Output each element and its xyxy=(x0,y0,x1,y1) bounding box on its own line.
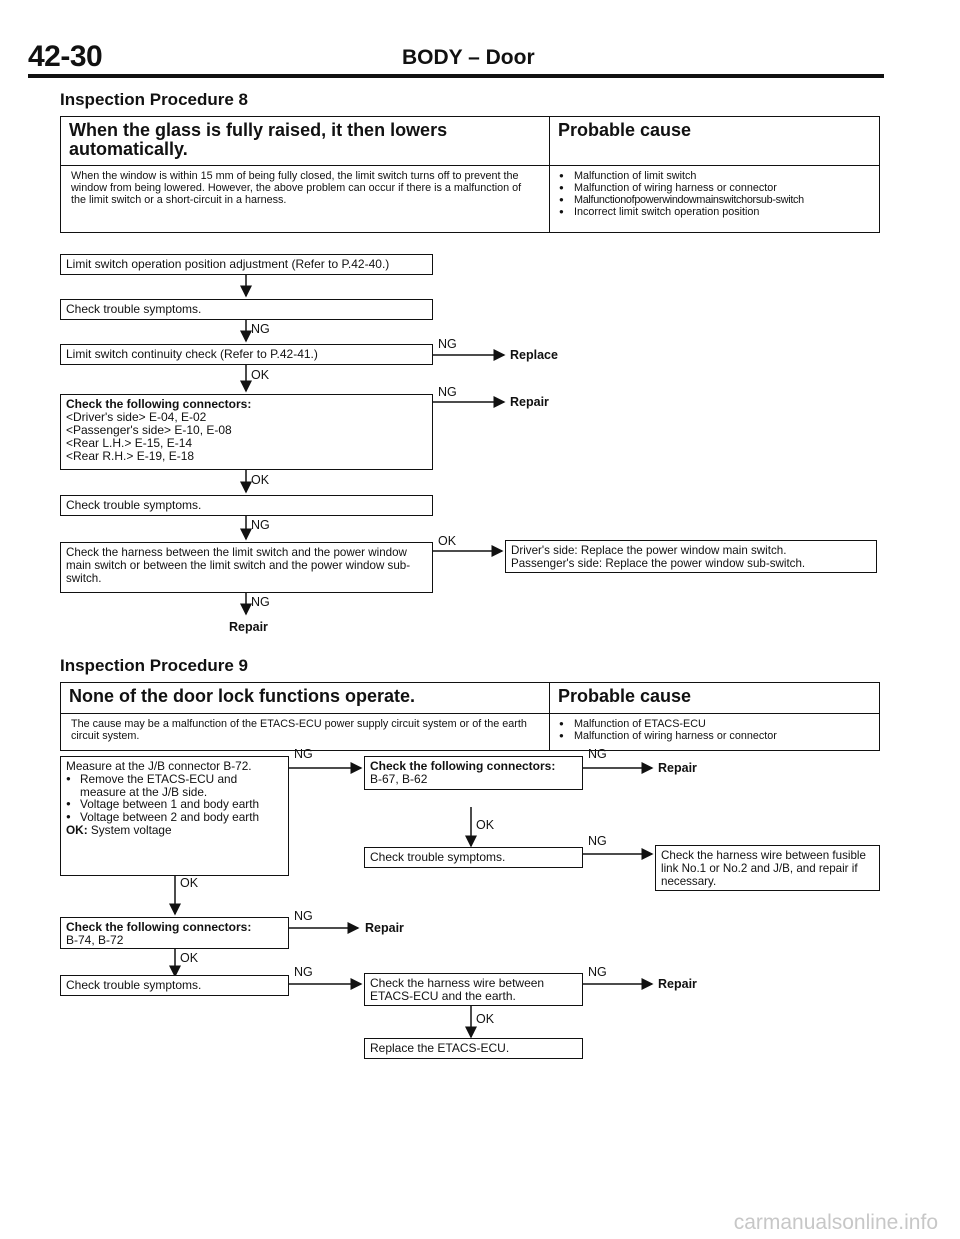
ok-label: OK xyxy=(251,368,270,382)
step-check-fusible-link-harness: Check the harness wire between fusible link No.1 or No.2 and J/B, and repair if necessary. xyxy=(655,845,880,891)
connector-line: <Rear L.H.> E-15, E-14 xyxy=(66,436,193,450)
watermark: carmanualsonline.info xyxy=(733,1211,938,1234)
result-repair: Repair xyxy=(510,395,549,409)
step-check-connectors-b74 xyxy=(60,917,289,949)
page-number: 42-30 xyxy=(28,40,103,73)
step-replace-etacs-ecu: Replace the ETACS-ECU. xyxy=(364,1038,583,1059)
ok-label: OK xyxy=(180,876,199,890)
result-repair: Repair xyxy=(658,977,697,991)
cause-item: ● Malfunction of limit switch xyxy=(558,170,869,182)
step-measure-jb-connector xyxy=(60,756,289,876)
procedure-9-title: Inspection Procedure 9 xyxy=(60,656,248,675)
procedure-8-cause-header: Probable cause xyxy=(550,117,880,166)
measure-item: ● Voltage between 2 and body earth xyxy=(66,811,283,824)
ng-label: NG xyxy=(588,834,607,848)
ok-label: OK xyxy=(180,951,199,965)
ok-label: OK xyxy=(476,818,495,832)
step-limit-switch-continuity: Limit switch continuity check (Refer to P.42-41.) xyxy=(60,344,433,365)
cause-item: ● Malfunction of wiring harness or connector xyxy=(558,182,869,194)
result-line: Passenger's side: Replace the power window sub-switch. xyxy=(511,557,806,570)
ng-label: NG xyxy=(588,965,607,979)
ng-label: NG xyxy=(251,518,270,532)
ng-label: NG xyxy=(294,909,313,923)
step-check-trouble-symptoms: Check trouble symptoms. xyxy=(60,495,433,516)
cause-item: ● Malfunction of ETACS-ECU xyxy=(558,718,869,730)
procedure-9-symptom: None of the door lock functions operate. xyxy=(61,683,550,714)
connector-line: <Passenger's side> E-10, E-08 xyxy=(66,423,232,437)
ng-label: NG xyxy=(438,337,457,351)
result-replace: Replace xyxy=(510,348,558,362)
step-check-ecu-earth-harness: Check the harness wire between ETACS-ECU and the earth. xyxy=(364,973,583,1006)
procedure-8-title: Inspection Procedure 8 xyxy=(60,90,248,109)
result-line: Driver's side: Replace the power window main switch. xyxy=(511,544,787,557)
ng-label: NG xyxy=(588,747,607,761)
ok-label: OK xyxy=(476,1012,495,1026)
measure-title: Measure at the J/B connector B-72. xyxy=(66,759,252,773)
ng-label: NG xyxy=(251,595,270,609)
measure-item: ● Voltage between 1 and body earth xyxy=(66,798,283,811)
connector-line: B-67, B-62 xyxy=(370,772,428,786)
connectors-title: Check the following connectors: xyxy=(370,759,556,773)
result-repair: Repair xyxy=(658,761,697,775)
step-check-trouble-symptoms: Check trouble symptoms. xyxy=(60,299,433,320)
cause-item: ● Malfunction of wiring harness or connector xyxy=(558,730,869,742)
measure-item: ● Remove the ETACS-ECU and measure at the J/B side. xyxy=(66,773,283,799)
cause-item: ● Incorrect limit switch operation position xyxy=(558,206,869,218)
step-check-connectors-b67 xyxy=(364,756,583,790)
measure-ok: OK: System voltage xyxy=(66,822,172,837)
connectors-title: Check the following connectors: xyxy=(66,397,252,411)
ok-label: OK xyxy=(438,534,457,548)
result-repair: Repair xyxy=(365,921,404,935)
procedure-9-description: The cause may be a malfunction of the ETACS-ECU power supply circuit system or of the earth circuit system. xyxy=(61,714,550,751)
connector-line: <Rear R.H.> E-19, E-18 xyxy=(66,449,195,463)
page-title: BODY – Door xyxy=(402,46,535,69)
connector-line: B-74, B-72 xyxy=(66,933,124,947)
ok-label: OK xyxy=(251,473,270,487)
procedure-8-symptom: When the glass is fully raised, it then lowers automatically. xyxy=(61,117,550,166)
procedure-8-description: When the window is within 15 mm of being fully closed, the limit switch turns off to prevent the window from being lowered. However, the above problem can occur if there is a malfunction of the limit switch or a short-circuit in a harness. xyxy=(61,166,550,233)
ng-label: NG xyxy=(251,322,270,336)
procedure-9-cause-header: Probable cause xyxy=(550,683,880,714)
step-check-harness: Check the harness between the limit switch and the power window main switch or between the limit switch and the power window sub-switch. xyxy=(60,542,433,593)
step-check-trouble-symptoms: Check trouble symptoms. xyxy=(364,847,583,868)
ng-label: NG xyxy=(294,747,313,761)
cause-item: ● Malfunctionofpowerwindowmainswitchorsub-switch xyxy=(558,194,869,206)
ng-label: NG xyxy=(294,965,313,979)
ng-label: NG xyxy=(438,385,457,399)
step-limit-switch-adjustment: Limit switch operation position adjustment (Refer to P.42-40.) xyxy=(60,254,433,275)
connectors-title: Check the following connectors: xyxy=(66,920,252,934)
result-repair: Repair xyxy=(229,620,268,634)
step-check-trouble-symptoms: Check trouble symptoms. xyxy=(60,975,289,996)
connector-line: <Driver's side> E-04, E-02 xyxy=(66,410,207,424)
